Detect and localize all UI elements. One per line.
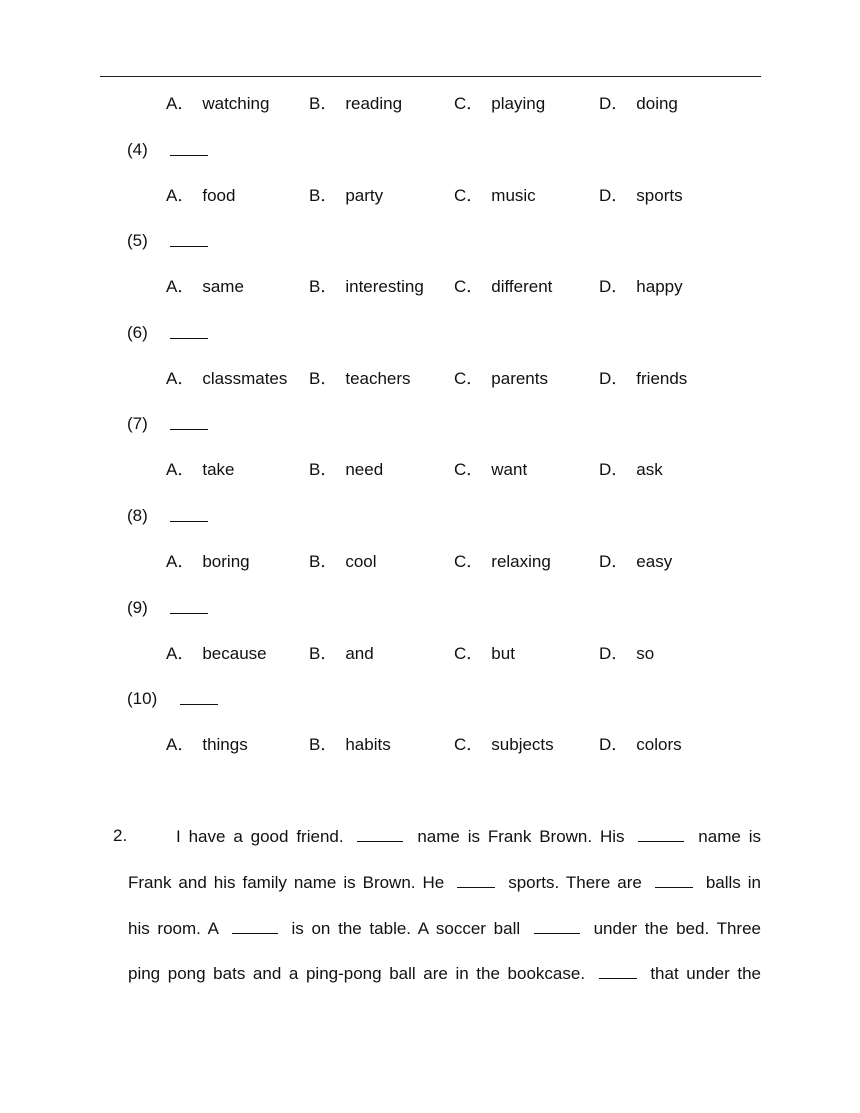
options-row (0, 550, 860, 574)
question-number: (10) (127, 689, 158, 708)
question-number-row (0, 687, 860, 711)
option-text: habits (345, 735, 391, 754)
option-a[interactable] (166, 550, 250, 574)
option-text: playing (491, 94, 546, 113)
option-text: happy (636, 277, 683, 296)
passage-line (128, 961, 761, 985)
option-letter: D． (599, 277, 629, 296)
option-letter: A． (166, 644, 195, 663)
passage-text: under the bed. Three (593, 919, 761, 938)
option-a[interactable] (166, 275, 244, 299)
option-letter: B． (309, 552, 338, 571)
question-number-row (0, 138, 860, 162)
question-number-row (0, 229, 860, 253)
option-text: want (491, 460, 528, 479)
option-text: easy (636, 552, 673, 571)
answer-blank[interactable] (170, 229, 208, 247)
option-text: sports (636, 186, 683, 205)
option-letter: C． (454, 186, 484, 205)
option-d[interactable] (599, 550, 672, 574)
option-c[interactable] (454, 275, 552, 299)
options-row (0, 275, 860, 299)
answer-blank[interactable] (170, 504, 208, 522)
question-number-row (0, 504, 860, 528)
option-letter: A． (166, 369, 195, 388)
passage-blank[interactable] (638, 824, 684, 842)
answer-blank[interactable] (170, 412, 208, 430)
option-letter: C． (454, 644, 484, 663)
passage-blank[interactable] (599, 961, 637, 979)
passage-text: name is Frank Brown. His (417, 827, 625, 846)
option-d[interactable] (599, 642, 654, 666)
answer-blank[interactable] (170, 596, 208, 614)
option-letter: B． (309, 277, 338, 296)
passage-text: ping pong bats and a ping-pong ball are in the bookcase. (128, 964, 586, 983)
option-letter: B． (309, 186, 338, 205)
question-number-row (0, 321, 860, 345)
question-number-row (0, 412, 860, 436)
passage-line (128, 870, 761, 894)
option-text: music (491, 186, 536, 205)
question-number: (8) (127, 506, 148, 525)
option-d[interactable] (599, 367, 687, 391)
passage-blank[interactable] (655, 870, 693, 888)
answer-blank[interactable] (170, 321, 208, 339)
option-letter: B． (309, 644, 338, 663)
option-c[interactable] (454, 550, 551, 574)
option-a[interactable] (166, 733, 248, 757)
option-text: boring (202, 552, 250, 571)
option-c[interactable] (454, 642, 515, 666)
option-text: doing (636, 94, 678, 113)
option-b[interactable] (309, 184, 383, 208)
option-c[interactable] (454, 184, 536, 208)
passage-text: balls in (705, 873, 761, 892)
question-number: (9) (127, 598, 148, 617)
passage-text: that under the (650, 964, 762, 983)
passage-text: I have a good friend. (176, 827, 344, 846)
option-letter: B． (309, 460, 338, 479)
option-letter: D． (599, 552, 629, 571)
option-letter: B． (309, 94, 338, 113)
option-text: colors (636, 735, 682, 754)
option-letter: C． (454, 369, 484, 388)
option-letter: C． (454, 735, 484, 754)
option-letter: A． (166, 735, 195, 754)
option-a[interactable] (166, 367, 287, 391)
option-letter: B． (309, 735, 338, 754)
option-b[interactable] (309, 550, 377, 574)
option-text: teachers (345, 369, 411, 388)
option-b[interactable] (309, 733, 391, 757)
option-c[interactable] (454, 458, 527, 482)
option-text: things (202, 735, 248, 754)
option-text: but (491, 644, 515, 663)
option-letter: D． (599, 735, 629, 754)
option-b[interactable] (309, 367, 411, 391)
header-rule (100, 76, 761, 77)
option-b[interactable] (309, 275, 424, 299)
options-row (0, 642, 860, 666)
option-text: watching (202, 94, 270, 113)
option-letter: A． (166, 94, 195, 113)
option-text: classmates (202, 369, 288, 388)
option-text: subjects (491, 735, 554, 754)
option-letter: C． (454, 460, 484, 479)
option-text: friends (636, 369, 688, 388)
option-letter: D． (599, 644, 629, 663)
option-letter: C． (454, 94, 484, 113)
passage-line (176, 824, 761, 848)
option-a[interactable] (166, 642, 267, 666)
answer-blank[interactable] (180, 687, 218, 705)
options-row (0, 367, 860, 391)
option-d[interactable] (599, 92, 678, 116)
option-letter: D． (599, 186, 629, 205)
option-text: food (202, 186, 236, 205)
passage-text: his room. A (128, 919, 219, 938)
option-letter: C． (454, 552, 484, 571)
option-text: take (202, 460, 235, 479)
option-text: different (491, 277, 553, 296)
option-letter: A． (166, 552, 195, 571)
option-text: so (636, 644, 655, 663)
option-letter: D． (599, 460, 629, 479)
option-text: same (202, 277, 244, 296)
options-row (0, 184, 860, 208)
option-c[interactable] (454, 733, 554, 757)
option-text: relaxing (491, 552, 551, 571)
option-letter: C． (454, 277, 484, 296)
option-text: cool (345, 552, 377, 571)
option-b[interactable] (309, 642, 374, 666)
option-text: party (345, 186, 384, 205)
passage-blank[interactable] (534, 916, 580, 934)
passage-text: sports. There are (508, 873, 642, 892)
passage-text: is on the table. A soccer ball (291, 919, 521, 938)
options-row (0, 92, 860, 116)
question-number: (7) (127, 414, 148, 433)
question-number: (4) (127, 140, 148, 159)
passage-line (128, 916, 761, 940)
option-text: ask (636, 460, 663, 479)
option-text: because (202, 644, 267, 663)
option-text: interesting (345, 277, 424, 296)
question-number: (6) (127, 323, 148, 342)
options-row (0, 458, 860, 482)
passage-blank[interactable] (232, 916, 278, 934)
option-letter: D． (599, 94, 629, 113)
option-a[interactable] (166, 458, 234, 482)
passage-text: Frank and his family name is Brown. He (128, 873, 445, 892)
option-letter: B． (309, 369, 338, 388)
option-d[interactable] (599, 184, 683, 208)
question-number-row (0, 596, 860, 620)
option-text: parents (491, 369, 548, 388)
option-b[interactable] (309, 458, 383, 482)
option-letter: D． (599, 369, 629, 388)
option-text: reading (345, 94, 403, 113)
passage-blank[interactable] (357, 824, 403, 842)
passage-number: 2. (113, 826, 128, 845)
option-d[interactable] (599, 275, 683, 299)
passage-text: name is (698, 827, 761, 846)
answer-blank[interactable] (170, 138, 208, 156)
option-b[interactable] (309, 92, 402, 116)
option-a[interactable] (166, 92, 269, 116)
option-c[interactable] (454, 367, 548, 391)
option-d[interactable] (599, 733, 682, 757)
option-a[interactable] (166, 184, 235, 208)
option-letter: A． (166, 460, 195, 479)
option-c[interactable] (454, 92, 545, 116)
option-letter: A． (166, 277, 195, 296)
options-row (0, 733, 860, 757)
option-text: need (345, 460, 384, 479)
option-letter: A． (166, 186, 195, 205)
question-number: (5) (127, 231, 148, 250)
option-d[interactable] (599, 458, 663, 482)
option-text: and (345, 644, 374, 663)
passage-blank[interactable] (457, 870, 495, 888)
